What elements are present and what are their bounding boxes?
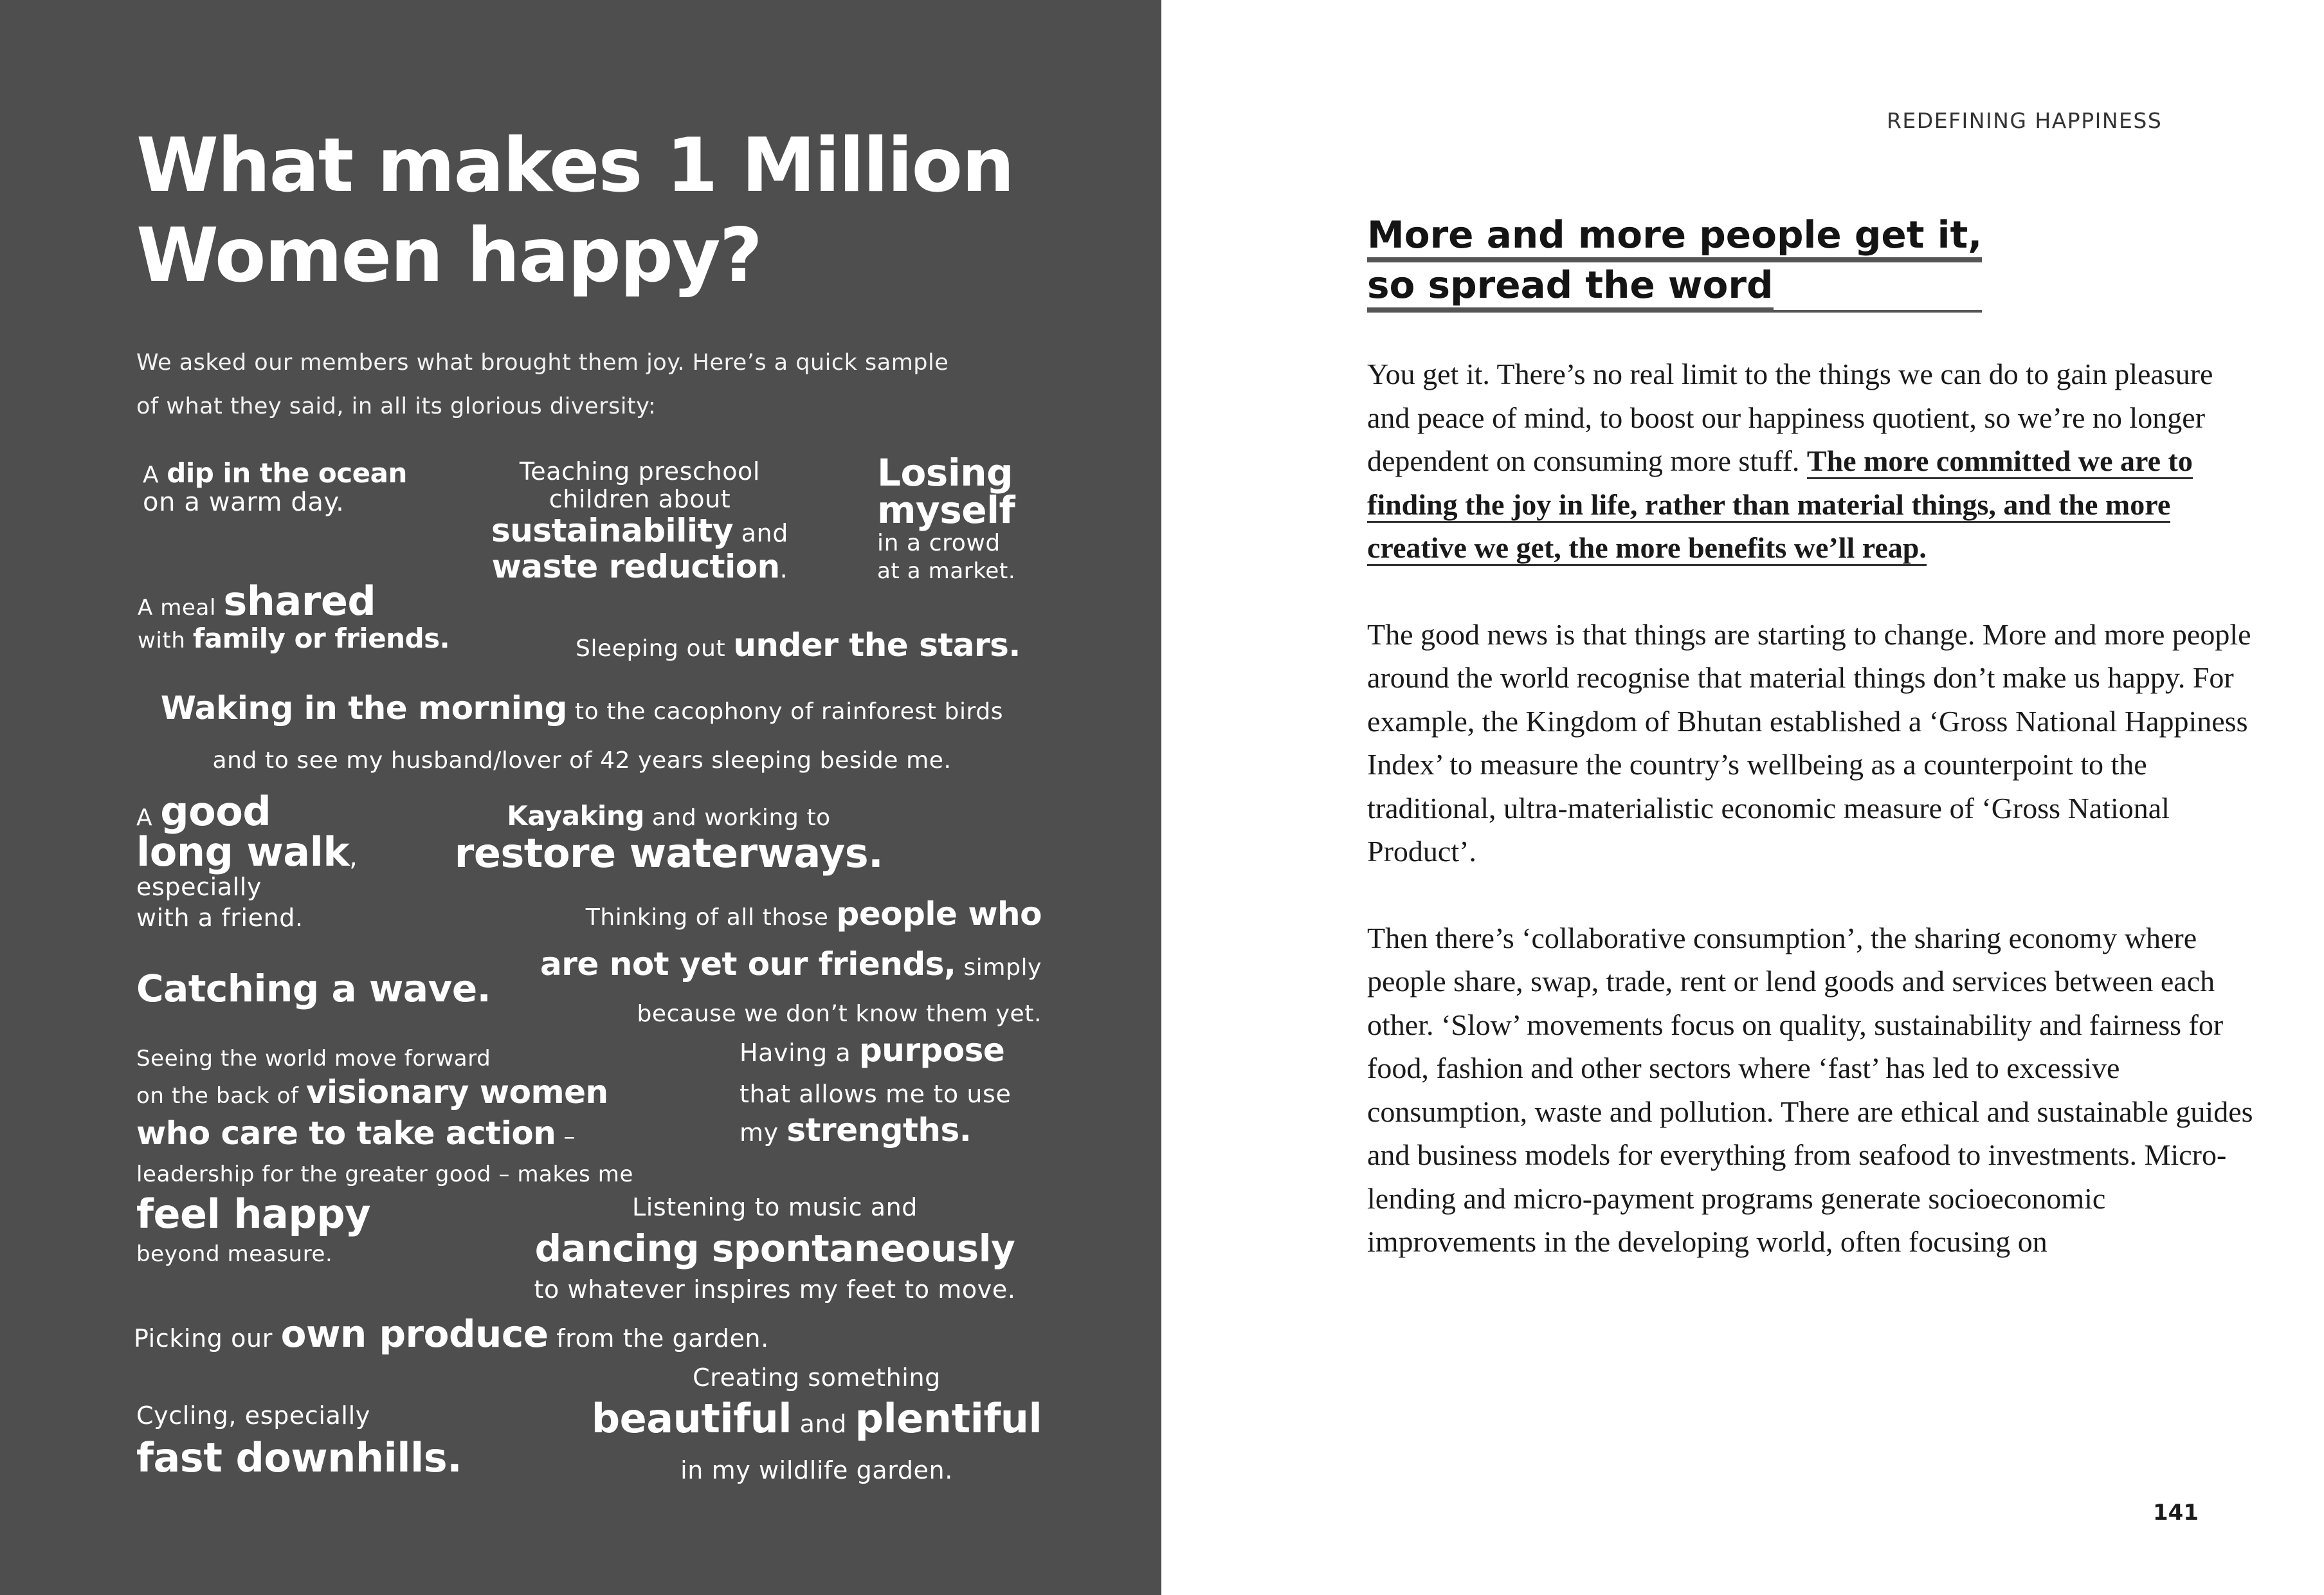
quote-emphasis: Catching a wave. [136, 967, 491, 1010]
title-line-2: Women happy? [136, 212, 761, 299]
quote-text: , [349, 843, 358, 873]
intro-line-1: We asked our members what brought them joy. Here’s a quick sample [136, 350, 949, 376]
quote-text: A [143, 462, 167, 488]
quote-text: and working to [644, 805, 831, 831]
quote-emphasis: dancing spontaneously [534, 1226, 1015, 1270]
quote-emphasis: who care to take action [136, 1115, 556, 1152]
quote-emphasis: people who [836, 895, 1042, 933]
quote-emphasis: dip in the ocean [167, 457, 407, 489]
quote-emphasis: purpose [858, 1032, 1005, 1069]
quote-creating [579, 1357, 1055, 1491]
quote-text: children about [549, 484, 731, 513]
title-line-1: What makes 1 Million [136, 122, 1013, 209]
quote-text: to the cacophony of rainforest birds [567, 698, 1004, 725]
quote-text: Having a [740, 1039, 859, 1067]
quote-text: with [138, 628, 193, 654]
quote-text: my [740, 1118, 787, 1147]
quote-text: Creating something [693, 1363, 941, 1392]
paragraph-1 [1367, 352, 2255, 570]
quote-emphasis: myself [877, 488, 1015, 532]
quote-text: Listening to music and [631, 1193, 918, 1221]
quote-emphasis: feel happy [136, 1190, 371, 1237]
quote-purpose [740, 1032, 1011, 1156]
quote-text: and [732, 519, 788, 548]
quote-text: to whatever inspires my feet to move. [534, 1275, 1016, 1304]
quote-emphasis: beautiful [591, 1395, 792, 1442]
quote-text: especially [136, 873, 262, 902]
quote-emphasis: Waking in the morning [160, 689, 567, 727]
running-head: REDEFINING HAPPINESS [1887, 108, 2163, 133]
quote-text: in my wildlife garden. [680, 1456, 953, 1484]
quote-emphasis: restore waterways. [454, 830, 884, 877]
page-title [136, 121, 1013, 301]
quote-text: leadership for the greater good – makes me [136, 1162, 634, 1187]
quote-text: on the back of [136, 1083, 306, 1109]
quote-emphasis: visionary women [305, 1073, 608, 1111]
quote-emphasis: own produce [280, 1312, 549, 1356]
quote-text: because we don’t know them yet. [637, 1001, 1042, 1027]
quote-stars [576, 627, 1021, 663]
quote-text: simply [956, 954, 1042, 981]
quote-text: in a crowd [877, 530, 1001, 556]
quote-dancing [527, 1187, 1022, 1310]
quote-text: Sleeping out [576, 635, 734, 662]
quote-emphasis: good [160, 788, 271, 835]
emphasized-text: The more committed we are to finding the joy in life, rather than material things, and the more creative we get, the more benefits we’ll reap. [1367, 444, 2193, 566]
intro-line-2: of what they said, in all its glorious diversity: [136, 394, 657, 419]
paragraph-text: You get it. There’s no real limit to the things we can do to gain pleasure and peace of mind, to boost our happiness quotient, so we’re no longer dependent on consuming more stuff. [1367, 358, 2213, 477]
paragraph-2: The good news is that things are starting to change. More and more people around the world recognise that material things don’t make us happy. For example, the Kingdom of Bhutan established a ‘Gross National Happiness Index’ to measure the country’s wellbeing as a counterpoint to the traditional, ultra-materialistic economic measure of ‘Gross National Product’. [1367, 617, 2251, 868]
quote-text: beyond measure. [136, 1241, 333, 1267]
quote-emphasis: fast downhills. [136, 1434, 462, 1481]
quote-text: and [791, 1410, 855, 1438]
quote-walk [136, 788, 358, 933]
quote-meal [138, 579, 449, 653]
quote-text: A [136, 805, 161, 831]
paragraph-3: Then there’s ‘collaborative consumption’, the sharing economy where people share, swap, trade, rent or lend goods and services between each other. ‘Slow’ movements focus on quality, sustainability and fairness for food, fashion and other sectors where ‘fast’ has led to excessive consumption, waste and pollution. There are ethical and sustainable guides and business models for everything from seafood to investments. Micro-lending and micro-payment programs generate socioeconomic improvements in the developing world, often focusing on [1367, 921, 2253, 1258]
quote-emphasis: Losing [877, 451, 1013, 495]
quote-preschool [489, 458, 791, 585]
quote-emphasis: waste reduction [491, 548, 780, 586]
intro-text [136, 341, 1069, 428]
quote-wave [136, 968, 491, 1010]
quote-text: Teaching preschool [519, 457, 761, 486]
quote-text: that allows me to use [740, 1080, 1012, 1108]
heading-line-1: More and more people get it, [1367, 212, 1982, 260]
quote-text: and to see my husband/lover of 42 years sleeping beside me. [212, 747, 952, 774]
quote-emphasis: shared [223, 578, 376, 624]
quote-waking [135, 686, 1029, 783]
left-page-panel [0, 0, 1161, 1595]
quote-text: with a friend. [136, 903, 304, 932]
right-page-panel [1161, 0, 2324, 1595]
quote-text: . [779, 555, 788, 584]
quote-text: Picking our [134, 1324, 281, 1353]
quote-emphasis: under the stars. [733, 626, 1021, 664]
quote-text: Thinking of all those [585, 904, 837, 931]
quote-text: Cycling, especially [136, 1401, 370, 1430]
quote-kayak [450, 801, 887, 876]
quote-text: from the garden. [548, 1324, 769, 1353]
quote-produce [134, 1313, 769, 1355]
quote-emphasis: Kayaking [507, 800, 644, 832]
section-heading [1367, 212, 1982, 313]
heading-line-2: so spread the word [1367, 262, 1774, 310]
quote-emphasis: long walk [136, 828, 350, 876]
body-text [1367, 352, 2255, 1307]
quote-ocean [143, 458, 407, 517]
quote-thinking [540, 893, 1042, 1035]
quote-text: on a warm day. [143, 488, 345, 518]
page-number: 141 [2153, 1500, 2199, 1526]
quote-emphasis: are not yet our friends, [540, 945, 956, 983]
quote-emphasis: plentiful [855, 1395, 1042, 1442]
quote-emphasis: family or friends. [192, 623, 450, 655]
quote-text: – [556, 1124, 576, 1150]
quote-losing [877, 451, 1016, 585]
quote-emphasis: sustainability [491, 512, 733, 550]
quote-cycling [136, 1394, 462, 1479]
quote-text: Seeing the world move forward [136, 1046, 491, 1071]
quote-text: A meal [138, 595, 224, 621]
quote-emphasis: strengths. [786, 1111, 972, 1149]
quote-text: at a market. [877, 558, 1016, 584]
